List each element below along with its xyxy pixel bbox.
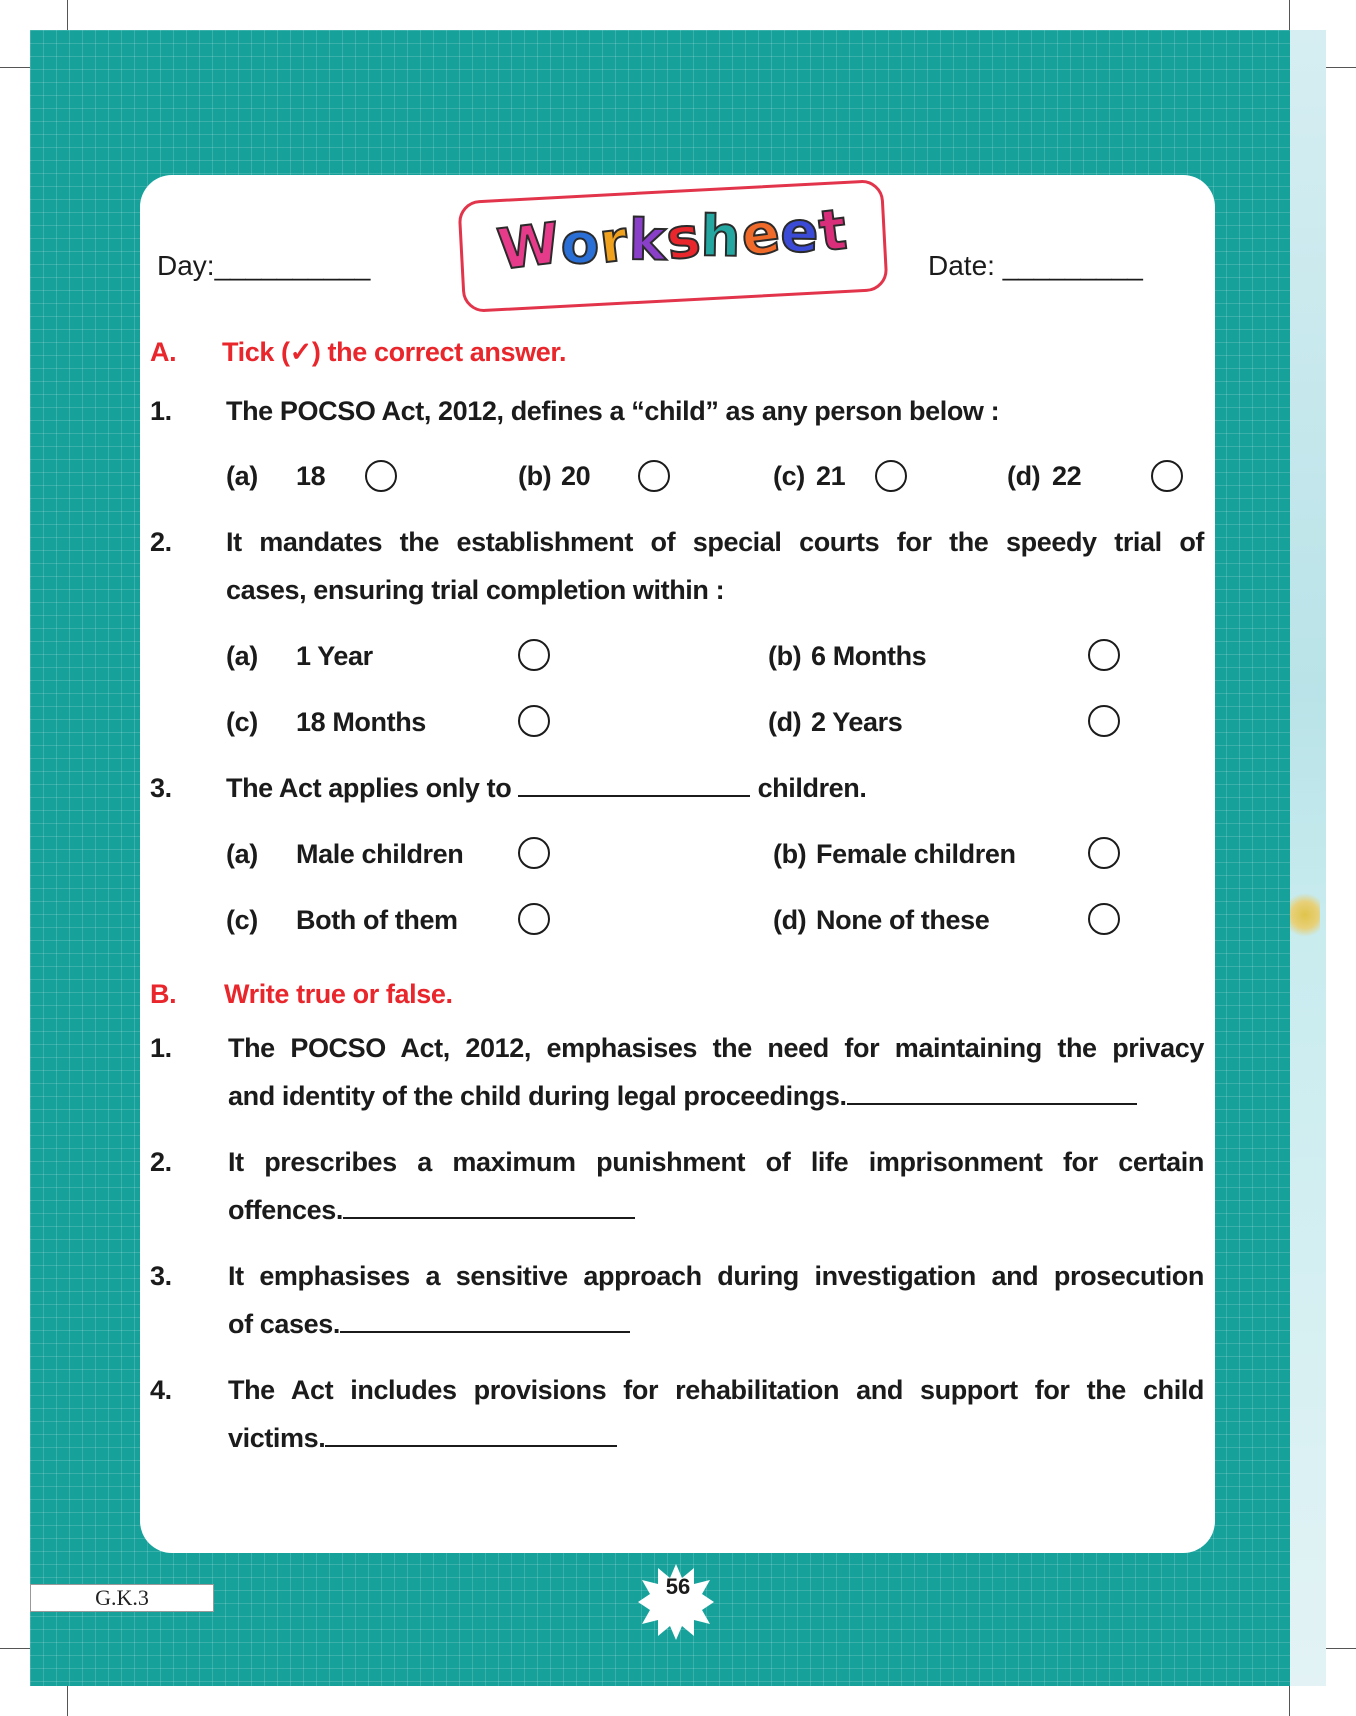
answer-checkbox[interactable] bbox=[518, 837, 550, 869]
answer-checkbox[interactable] bbox=[1088, 705, 1120, 737]
crop-mark bbox=[67, 1686, 68, 1716]
logo-letter: k bbox=[627, 207, 668, 274]
logo-letter: s bbox=[662, 204, 705, 274]
answer-checkbox[interactable] bbox=[365, 460, 397, 492]
option-text: 22 bbox=[1052, 461, 1082, 491]
statement-text: The POCSO Act, 2012, emphasises the need for maintaining the privacy bbox=[228, 1033, 1204, 1063]
option-label: (a) bbox=[226, 641, 258, 671]
logo-letter: o bbox=[559, 211, 601, 278]
statement-text-end: offences. bbox=[228, 1195, 343, 1225]
option-text: 2 Years bbox=[811, 707, 903, 737]
question-text bbox=[226, 773, 867, 804]
question-text-start: The Act applies only to bbox=[226, 773, 512, 803]
statement-number: 2. bbox=[150, 1147, 172, 1177]
logo-letter: t bbox=[815, 197, 852, 266]
option-text: 6 Months bbox=[811, 641, 927, 671]
page-number: 56 bbox=[665, 1574, 691, 1599]
worksheet-logo bbox=[457, 179, 888, 313]
statement-number: 4. bbox=[150, 1375, 172, 1405]
worksheet-logo-text bbox=[461, 196, 884, 283]
statement-text bbox=[228, 1195, 635, 1226]
answer-checkbox[interactable] bbox=[1151, 460, 1183, 492]
answer-checkbox[interactable] bbox=[638, 460, 670, 492]
statement-text: The Act includes provisions for rehabilitation and support for the child bbox=[228, 1375, 1204, 1405]
statement-text: It emphasises a sensitive approach during investigation and prosecution bbox=[228, 1261, 1204, 1291]
statement-text bbox=[228, 1081, 1137, 1112]
day-field[interactable]: Day:__________ bbox=[157, 250, 371, 281]
statement-number: 3. bbox=[150, 1261, 172, 1291]
option-text: 1 Year bbox=[296, 641, 373, 671]
crop-mark bbox=[0, 67, 30, 68]
option-label: (d) bbox=[1007, 461, 1041, 491]
option-label: (c) bbox=[226, 905, 258, 935]
option-label: (c) bbox=[773, 461, 805, 491]
section-b-letter: B. bbox=[150, 979, 177, 1009]
option-label: (d) bbox=[768, 707, 802, 737]
answer-checkbox[interactable] bbox=[1088, 837, 1120, 869]
option-text: 20 bbox=[561, 461, 591, 491]
crop-mark bbox=[1326, 67, 1356, 68]
section-b-instruction: Write true or false. bbox=[224, 979, 453, 1009]
crop-mark bbox=[1326, 1648, 1356, 1649]
question-text: It mandates the establishment of special courts for the speedy trial of bbox=[226, 527, 1204, 557]
statement-text: It prescribes a maximum punishment of life imprisonment for certain bbox=[228, 1147, 1204, 1177]
option-text: 21 bbox=[816, 461, 846, 491]
answer-blank[interactable] bbox=[518, 775, 750, 797]
book-code: G.K.3 bbox=[30, 1584, 214, 1612]
option-text: 18 Months bbox=[296, 707, 426, 737]
option-text: Male children bbox=[296, 839, 464, 869]
answer-blank[interactable] bbox=[343, 1197, 635, 1219]
question-text-end: children. bbox=[757, 773, 867, 803]
option-text: Female children bbox=[816, 839, 1016, 869]
question-number: 1. bbox=[150, 396, 172, 426]
answer-checkbox[interactable] bbox=[875, 460, 907, 492]
option-text: None of these bbox=[816, 905, 990, 935]
logo-letter: W bbox=[494, 210, 565, 284]
answer-blank[interactable] bbox=[847, 1083, 1137, 1105]
question-text: cases, ensuring trial completion within : bbox=[226, 575, 725, 605]
logo-letter: r bbox=[596, 208, 633, 277]
statement-text-end: victims. bbox=[228, 1423, 326, 1453]
answer-blank[interactable] bbox=[325, 1425, 617, 1447]
answer-checkbox[interactable] bbox=[518, 705, 550, 737]
option-label: (b) bbox=[768, 641, 802, 671]
answer-blank[interactable] bbox=[340, 1311, 630, 1333]
crop-mark bbox=[1289, 0, 1290, 30]
option-label: (c) bbox=[226, 707, 258, 737]
answer-checkbox[interactable] bbox=[518, 903, 550, 935]
option-text: 18 bbox=[296, 461, 326, 491]
question-number: 2. bbox=[150, 527, 172, 557]
option-label: (d) bbox=[773, 905, 807, 935]
statement-text-end: and identity of the child during legal proceedings. bbox=[228, 1081, 847, 1111]
decorative-strip bbox=[1290, 30, 1326, 1686]
logo-letter: h bbox=[700, 204, 743, 270]
answer-checkbox[interactable] bbox=[1088, 903, 1120, 935]
statement-text bbox=[228, 1423, 617, 1454]
statement-text-end: of cases. bbox=[228, 1309, 340, 1339]
option-label: (b) bbox=[518, 461, 552, 491]
option-label: (a) bbox=[226, 839, 258, 869]
crop-mark bbox=[67, 0, 68, 30]
statement-text bbox=[228, 1309, 630, 1340]
logo-letter: e bbox=[738, 200, 785, 270]
answer-checkbox[interactable] bbox=[518, 639, 550, 671]
crop-mark bbox=[1289, 1686, 1290, 1716]
glitter-decoration bbox=[1290, 890, 1320, 940]
statement-number: 1. bbox=[150, 1033, 172, 1063]
option-label: (a) bbox=[226, 461, 258, 491]
crop-mark bbox=[0, 1648, 30, 1649]
question-number: 3. bbox=[150, 773, 172, 803]
option-text: Both of them bbox=[296, 905, 458, 935]
date-field[interactable]: Date: _________ bbox=[928, 250, 1143, 281]
option-label: (b) bbox=[773, 839, 807, 869]
question-text: The POCSO Act, 2012, defines a “child” as any person below : bbox=[226, 396, 1000, 426]
section-a-instruction: Tick (✓) the correct answer. bbox=[222, 337, 567, 367]
section-a-letter: A. bbox=[150, 337, 177, 367]
logo-letter: e bbox=[780, 199, 821, 266]
answer-checkbox[interactable] bbox=[1088, 639, 1120, 671]
